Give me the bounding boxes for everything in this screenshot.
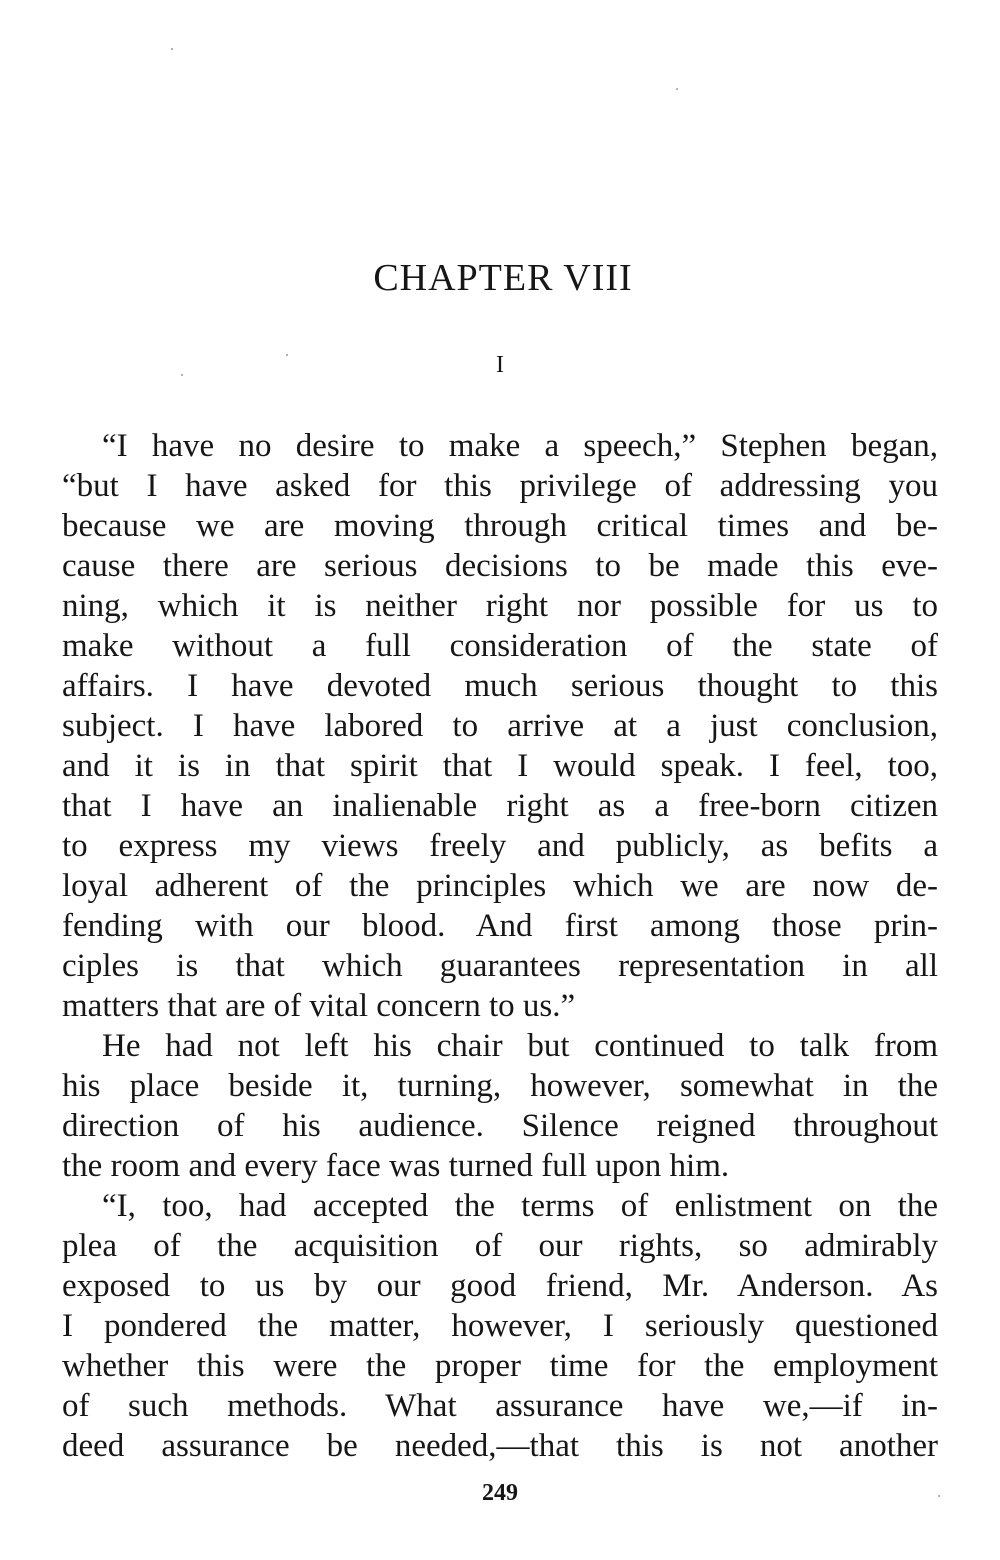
- text-line: to express my views freely and publicly, as befits a: [62, 828, 938, 864]
- text-line: exposed to us by our good friend, Mr. Anderson. As: [62, 1268, 938, 1304]
- text-line: ciples is that which guarantees representation in all: [62, 948, 938, 984]
- print-speck: [676, 88, 678, 90]
- page-number: 249: [482, 1480, 518, 1506]
- text-line: his place beside it, turning, however, somewhat in the: [62, 1068, 938, 1104]
- text-line: loyal adherent of the principles which we are now de-: [62, 868, 938, 904]
- body-text: [62, 426, 938, 1466]
- chapter-title: CHAPTER VIII: [373, 257, 633, 299]
- print-speck: [286, 354, 288, 356]
- text-line: direction of his audience. Silence reigned throughout: [62, 1108, 938, 1144]
- text-line: matters that are of vital concern to us.”: [62, 988, 576, 1024]
- text-line: subject. I have labored to arrive at a just conclusion,: [62, 708, 938, 744]
- text-line: fending with our blood. And first among those prin-: [62, 908, 938, 944]
- text-line: the room and every face was turned full upon him.: [62, 1148, 730, 1184]
- text-line: I pondered the matter, however, I seriously questioned: [62, 1308, 938, 1344]
- text-line: affairs. I have devoted much serious thought to this: [62, 668, 938, 704]
- text-line: that I have an inalienable right as a free-born citizen: [62, 788, 938, 824]
- text-line: deed assurance be needed,—that this is not another: [62, 1428, 938, 1464]
- text-line: and it is in that spirit that I would speak. I feel, too,: [62, 748, 938, 784]
- text-line: plea of the acquisition of our rights, so admirably: [62, 1228, 938, 1264]
- text-line: ning, which it is neither right nor possible for us to: [62, 588, 938, 624]
- section-number: I: [496, 352, 504, 378]
- text-line: whether this were the proper time for the employment: [62, 1348, 938, 1384]
- text-line: cause there are serious decisions to be made this eve-: [62, 548, 938, 584]
- text-line: because we are moving through critical times and be-: [62, 508, 938, 544]
- text-line: “I, too, had accepted the terms of enlistment on the: [102, 1188, 938, 1224]
- text-line: “but I have asked for this privilege of addressing you: [62, 468, 938, 504]
- text-line: “I have no desire to make a speech,” Stephen began,: [102, 428, 938, 464]
- print-speck: [171, 48, 173, 50]
- text-line: of such methods. What assurance have we,—if in-: [62, 1388, 938, 1424]
- text-line: make without a full consideration of the state of: [62, 628, 938, 664]
- print-speck: [181, 374, 183, 376]
- text-line: He had not left his chair but continued to talk from: [102, 1028, 938, 1064]
- print-speck: [938, 1495, 940, 1497]
